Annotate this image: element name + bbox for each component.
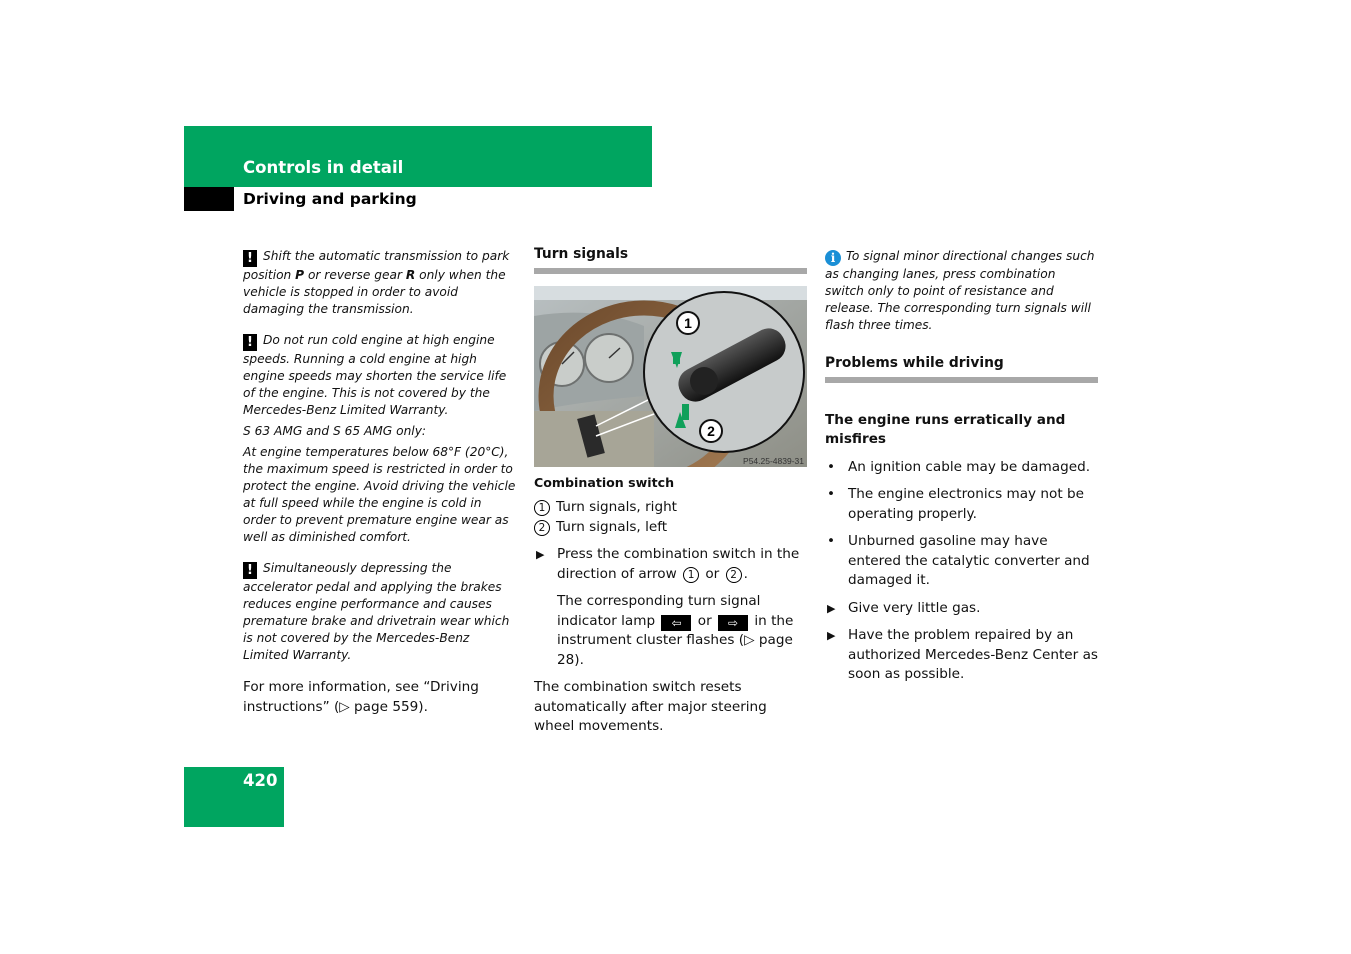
turn-right-lamp-icon: ⇨	[718, 615, 748, 631]
turn-signals-heading: Turn signals	[534, 245, 807, 274]
page-number: 420	[243, 771, 278, 790]
reset-text: The combination switch resets automatically after major steering wheel movements.	[534, 679, 767, 734]
amg-note: At engine temperatures below 68°F (20°C), the maximum speed is restricted in order to protect the engine. Avoid driving the vehicle at full speed while the engine is cold in order to prevent premature engine wear as well as diminished comfort.	[243, 445, 516, 544]
step-arrow-icon: ▶	[827, 601, 836, 615]
gear-r: R	[405, 268, 416, 282]
left-column	[243, 248, 518, 725]
amg-label: S 63 AMG and S 65 AMG only:	[243, 424, 427, 438]
warning-note-cold-engine: ! Do not run cold engine at high engine speeds. Running a cold engine at high engine speeds may shorten the service life of the engine. This is not covered by the Mercedes-Benz Limited Warranty.	[243, 333, 507, 417]
legend-item-1: 1 Turn signals, right	[534, 498, 807, 518]
header-band	[184, 126, 652, 187]
subsection-marker	[184, 187, 234, 211]
bullet-item: • The engine electronics may not be operating properly.	[827, 486, 1084, 522]
step-arrow-icon: ▶	[536, 548, 545, 561]
combination-switch-image	[534, 286, 807, 467]
legend-item-2: 2 Turn signals, left	[534, 518, 807, 538]
engine-misfires-heading: The engine runs erratically and misfires	[825, 411, 1066, 447]
step-press-switch: ▶ Press the combination switch in the direction of arrow 1 or 2 .	[536, 546, 800, 582]
step-give-gas: ▶ Give very little gas.	[825, 599, 1098, 619]
image-caption: Combination switch	[534, 474, 675, 490]
warning-icon: !	[243, 562, 257, 579]
warning-icon: !	[243, 250, 257, 267]
image-code: P54.25-4839-31	[743, 455, 804, 466]
indicator-lamp-text: The corresponding turn signal indicator lamp ⇦ or ⇨ in the instrument cluster flashes (▷ page 28).	[557, 593, 794, 668]
bullet-item: • Unburned gasoline may have entered the catalytic converter and damaged it.	[827, 533, 1090, 588]
turn-left-lamp-icon: ⇦	[661, 615, 691, 631]
bullet-item: • An ignition cable may be damaged.	[827, 458, 1091, 475]
info-icon: i	[825, 250, 841, 266]
callout-2: 2	[707, 422, 715, 439]
subsection-title: Driving and parking	[243, 190, 417, 208]
info-note: i To signal minor directional changes such as changing lanes, press combination switch only to point of resistance and release. The corresponding turn signals will flash three times.	[825, 249, 1095, 332]
middle-column	[534, 245, 807, 745]
more-info-text: For more information, see “Driving instructions” (▷ page 559).	[243, 679, 479, 715]
step-arrow-icon: ▶	[827, 629, 836, 642]
step-repair: ▶ Have the problem repaired by an authorized Mercedes-Benz Center as soon as possible.	[827, 627, 1098, 682]
problems-heading: Problems while driving	[825, 354, 1098, 383]
section-title: Controls in detail	[243, 158, 404, 177]
warning-icon: !	[243, 334, 257, 351]
right-column	[825, 248, 1098, 693]
warning-note-brakes: ! Simultaneously depressing the accelerator pedal and applying the brakes reduces engine performance and causes premature brake and drivetrain wear which is not covered by the Mercedes-Benz Limited Warranty.	[243, 561, 510, 662]
warning-note-park: ! Shift the automatic transmission to park position P or reverse gear R only when the vehicle is stopped in order to avoid damaging the transmission.	[243, 249, 510, 316]
gear-p: P	[295, 268, 305, 282]
callout-1: 1	[684, 314, 692, 331]
